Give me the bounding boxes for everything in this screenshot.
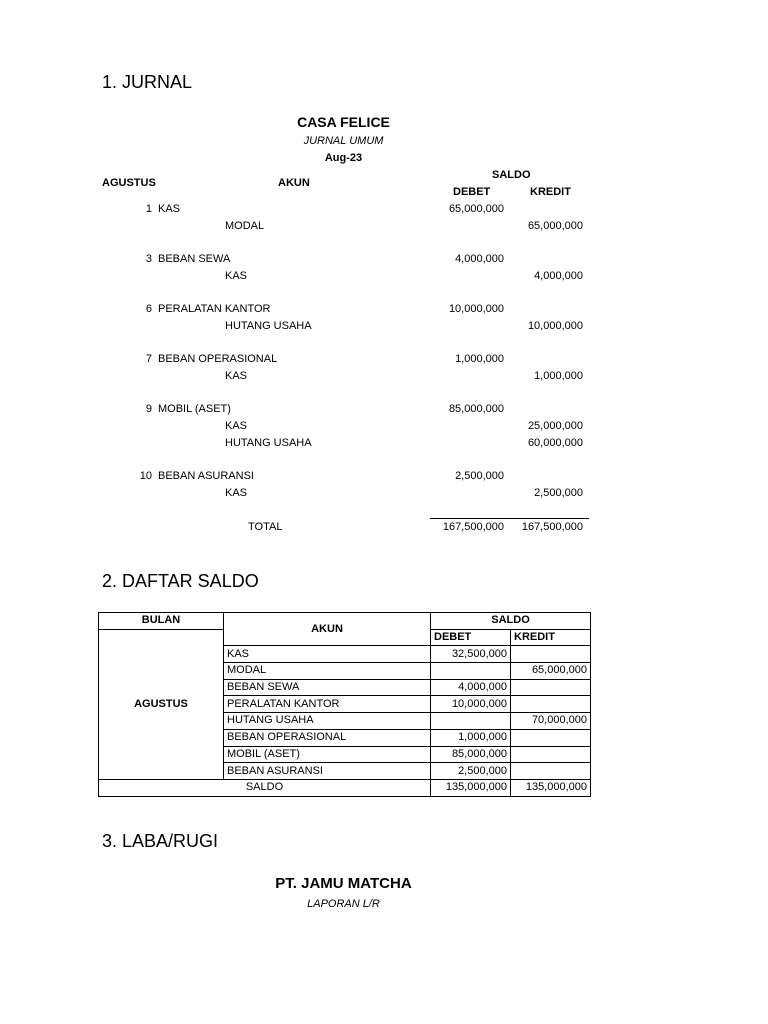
account-cell: KAS bbox=[224, 646, 431, 663]
month-cell: AGUSTUS bbox=[99, 629, 224, 779]
journal-credit-account: KAS bbox=[225, 487, 248, 499]
jurnal-col-month: AGUSTUS bbox=[102, 177, 156, 189]
journal-entry-day: 6 bbox=[145, 303, 152, 315]
jurnal-heading: 1. JURNAL bbox=[102, 72, 193, 92]
debet-cell: 85,000,000 bbox=[431, 746, 511, 763]
kredit-cell: 65,000,000 bbox=[511, 663, 591, 680]
kredit-cell bbox=[511, 696, 591, 713]
journal-debit-amount: 4,000,000 bbox=[455, 253, 504, 265]
jurnal-company: CASA FELICE bbox=[297, 114, 390, 130]
debet-cell: 10,000,000 bbox=[431, 696, 511, 713]
journal-debit-amount: 1,000,000 bbox=[455, 353, 504, 365]
saldo-total-label: SALDO bbox=[99, 779, 431, 796]
journal-credit-account: KAS bbox=[225, 420, 248, 432]
journal-entry-day: 1 bbox=[145, 203, 152, 215]
debet-cell: 2,500,000 bbox=[431, 763, 511, 780]
saldo-total-debet: 135,000,000 bbox=[431, 779, 511, 796]
journal-entry-day: 3 bbox=[145, 253, 152, 265]
journal-debit-account: BEBAN OPERASIONAL bbox=[158, 353, 278, 365]
kredit-cell bbox=[511, 763, 591, 780]
journal-entry-day: 10 bbox=[139, 470, 152, 482]
debet-cell: 1,000,000 bbox=[431, 729, 511, 746]
col-kredit: KREDIT bbox=[511, 629, 591, 646]
kredit-cell bbox=[511, 746, 591, 763]
daftar-saldo-table bbox=[98, 612, 591, 797]
jurnal-col-account: AKUN bbox=[278, 177, 310, 189]
journal-debit-amount: 65,000,000 bbox=[448, 203, 504, 215]
debet-cell bbox=[431, 663, 511, 680]
account-cell: PERALATAN KANTOR bbox=[224, 696, 431, 713]
account-cell: BEBAN SEWA bbox=[224, 679, 431, 696]
journal-debit-account: PERALATAN KANTOR bbox=[158, 303, 271, 315]
journal-entry-day: 9 bbox=[145, 403, 152, 415]
jurnal-total-debet: 167,500,000 bbox=[442, 521, 504, 533]
debet-cell bbox=[431, 713, 511, 730]
account-cell: MOBIL (ASET) bbox=[224, 746, 431, 763]
journal-credit-amount: 4,000,000 bbox=[534, 270, 583, 282]
account-cell: BEBAN OPERASIONAL bbox=[224, 729, 431, 746]
journal-credit-account: KAS bbox=[225, 370, 248, 382]
journal-credit-amount: 25,000,000 bbox=[527, 420, 583, 432]
debet-cell: 32,500,000 bbox=[431, 646, 511, 663]
jurnal-col-saldo: SALDO bbox=[492, 169, 531, 181]
kredit-cell bbox=[511, 646, 591, 663]
journal-debit-amount: 2,500,000 bbox=[455, 470, 504, 482]
debet-cell: 4,000,000 bbox=[431, 679, 511, 696]
journal-debit-account: BEBAN ASURANSI bbox=[158, 470, 254, 482]
col-akun: AKUN bbox=[224, 613, 431, 646]
kredit-cell: 70,000,000 bbox=[511, 713, 591, 730]
daftar-saldo-heading: 2. DAFTAR SALDO bbox=[102, 571, 259, 591]
journal-debit-account: MOBIL (ASET) bbox=[158, 403, 231, 415]
account-cell: BEBAN ASURANSI bbox=[224, 763, 431, 780]
jurnal-total-kredit: 167,500,000 bbox=[521, 521, 583, 533]
journal-debit-account: KAS bbox=[158, 203, 181, 215]
journal-debit-account: BEBAN SEWA bbox=[158, 253, 231, 265]
account-cell: HUTANG USAHA bbox=[224, 713, 431, 730]
journal-debit-amount: 10,000,000 bbox=[448, 303, 504, 315]
kredit-cell bbox=[511, 729, 591, 746]
total-row bbox=[99, 779, 591, 796]
col-debet: DEBET bbox=[431, 629, 511, 646]
journal-credit-amount: 2,500,000 bbox=[534, 487, 583, 499]
col-bulan: BULAN bbox=[99, 613, 224, 630]
jurnal-period: Aug-23 bbox=[324, 152, 363, 164]
journal-debit-amount: 85,000,000 bbox=[448, 403, 504, 415]
journal-credit-amount: 1,000,000 bbox=[534, 370, 583, 382]
jurnal-col-kredit: KREDIT bbox=[530, 186, 571, 198]
journal-credit-account: HUTANG USAHA bbox=[225, 437, 312, 449]
journal-entry-day: 7 bbox=[145, 353, 152, 365]
journal-credit-amount: 10,000,000 bbox=[527, 320, 583, 332]
jurnal-total-label: TOTAL bbox=[248, 521, 283, 533]
laba-rugi-company: PT. JAMU MATCHA bbox=[275, 875, 412, 892]
jurnal-col-debet: DEBET bbox=[453, 186, 491, 198]
account-cell: MODAL bbox=[224, 663, 431, 680]
total-rule bbox=[430, 518, 589, 519]
col-saldo: SALDO bbox=[431, 613, 591, 630]
journal-credit-account: MODAL bbox=[225, 220, 265, 232]
journal-credit-account: HUTANG USAHA bbox=[225, 320, 312, 332]
saldo-total-kredit: 135,000,000 bbox=[511, 779, 591, 796]
kredit-cell bbox=[511, 679, 591, 696]
jurnal-subtitle: JURNAL UMUM bbox=[303, 135, 384, 147]
laba-rugi-heading: 3. LABA/RUGI bbox=[102, 831, 219, 851]
journal-credit-amount: 60,000,000 bbox=[527, 437, 583, 449]
laba-rugi-subtitle: LAPORAN L/R bbox=[307, 898, 380, 910]
journal-credit-account: KAS bbox=[225, 270, 248, 282]
journal-credit-amount: 65,000,000 bbox=[527, 220, 583, 232]
